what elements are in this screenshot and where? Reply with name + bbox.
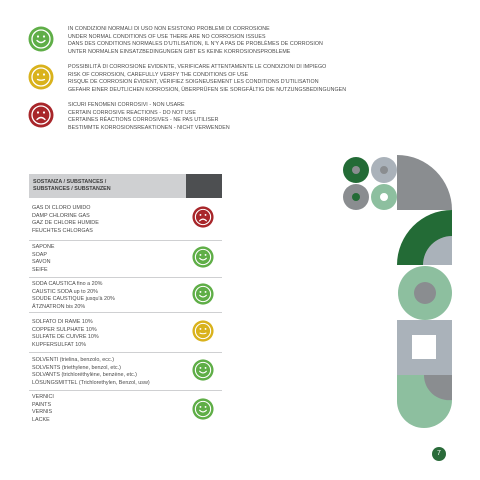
table-header-line: SUBSTANCES / SUBSTANZEN bbox=[33, 186, 111, 193]
legend-line: BESTIMMTE KORROSIONSREAKTIONEN - NICHT VERWENDEN bbox=[68, 124, 230, 131]
row-line: COPPER SULPHATE 10% bbox=[32, 326, 97, 333]
row-line: SOLVENTI (trielina, benzolo, ecc.) bbox=[32, 357, 114, 363]
row-line: GAS DI CLORO UMIDO bbox=[32, 205, 91, 211]
legend-line: GEFAHR EINER DEUTLICHEN KORROSION, ÜBERPRÜFEN SIE SORGFÄLTIG DIE NUTZUNGSBEDINGUNGEN bbox=[68, 86, 347, 93]
smiley-sad-icon bbox=[28, 102, 54, 128]
row-line: VERNIS bbox=[32, 409, 53, 416]
legend-line: SICURI FENOMENI CORROSIVI - NON USARE bbox=[68, 102, 185, 108]
row-line: LACKE bbox=[32, 416, 50, 423]
smiley-happy-icon bbox=[28, 26, 54, 52]
row-line: SOAP bbox=[32, 251, 47, 258]
table-header-line: SOSTANZA / SUBSTANCES / bbox=[33, 179, 107, 185]
legend-line: RISQUE DE CORROSION ÉVIDENT, VÉRIFIEZ SOIGNEUSEMENT LES CONDITIONS D'UTILISATION bbox=[68, 79, 319, 86]
row-line: FEUCHTES CHLORGAS bbox=[32, 227, 93, 234]
table-row bbox=[29, 198, 222, 241]
row-line: SOUDE CAUSTIQUE jusqu'à 20% bbox=[32, 296, 115, 303]
row-line: SOLVENTS (triethylene, benzol, etc.) bbox=[32, 364, 121, 371]
row-line: SULFATE DE CUIVRE 10% bbox=[32, 334, 99, 341]
legend-line: CERTAINES RÉACTIONS CORROSIVES - NE PAS UTILISER bbox=[68, 117, 219, 124]
legend-line: IN CONDIZIONI NORMALI DI USO NON ESISTONO PROBLEMI DI CORROSIONE bbox=[68, 26, 270, 32]
smiley-sad-icon bbox=[192, 206, 214, 228]
table-row bbox=[29, 240, 222, 278]
row-line: VERNICI bbox=[32, 394, 54, 400]
smiley-neutral-icon bbox=[192, 320, 214, 342]
row-line: SOLFATO DI RAME 10% bbox=[32, 319, 93, 325]
legend-line: DANS DES CONDITIONS NORMALES D'UTILISATION, IL N'Y A PAS DE PROBLÈMES DE CORROSION bbox=[68, 41, 323, 48]
row-line: SAVON bbox=[32, 259, 51, 266]
legend-line: POSSIBILITÀ DI CORROSIONE EVIDENTE, VERIFICARE ATTENTAMENTE LE CONDIZIONI DI IMPIEGO bbox=[68, 64, 327, 70]
smiley-happy-icon bbox=[192, 283, 214, 305]
table-row bbox=[29, 277, 222, 313]
row-line: CAUSTIC SODA up to 20% bbox=[32, 288, 98, 295]
legend-bad bbox=[28, 102, 338, 132]
row-line: ÄTZNATRON bis 20% bbox=[32, 303, 86, 310]
row-line: LÖSUNGSMITTEL (Trichlorethylen, Benzol, usw) bbox=[32, 379, 150, 386]
row-line: DAMP CHLORINE GAS bbox=[32, 212, 90, 219]
smiley-neutral-icon bbox=[28, 64, 54, 90]
row-line: SEIFE bbox=[32, 266, 48, 273]
smiley-happy-icon bbox=[192, 246, 214, 268]
table-row bbox=[29, 390, 222, 430]
table-header-status-column bbox=[186, 174, 222, 198]
row-line: SODA CAUSTICA fino a 20% bbox=[32, 281, 103, 287]
legend-line: UNTER NORMALEN EINSATZBEDINGUNGEN GIBT ES KEINE KORROSIONSPROBLEME bbox=[68, 48, 291, 55]
legend-caution bbox=[28, 64, 347, 94]
legend-ok bbox=[28, 26, 338, 56]
legend-line: RISK OF CORROSION, CAREFULLY VERIFY THE CONDITIONS OF USE bbox=[68, 71, 249, 78]
row-line: PAINTS bbox=[32, 401, 52, 408]
legend-line: CERTAIN CORROSIVE REACTIONS - DO NOT USE bbox=[68, 109, 196, 116]
legend-line: UNDER NORMAL CONDITIONS OF USE THERE ARE NO CORROSION ISSUES bbox=[68, 33, 266, 40]
table-row bbox=[29, 312, 222, 353]
row-line: GAZ DE CHLORE HUMIDE bbox=[32, 220, 99, 227]
table-row bbox=[29, 352, 222, 391]
smiley-happy-icon bbox=[192, 398, 214, 420]
smiley-happy-icon bbox=[192, 359, 214, 381]
row-line: KUPFERSULFAT 10% bbox=[32, 341, 87, 348]
page-number: 7 bbox=[432, 447, 446, 461]
row-line: SOLVANTS (trichloréthylène, benzène, etc.) bbox=[32, 372, 137, 379]
decorative-geometric-graphic bbox=[340, 150, 460, 440]
table-header bbox=[29, 174, 222, 198]
row-line: SAPONE bbox=[32, 244, 55, 250]
